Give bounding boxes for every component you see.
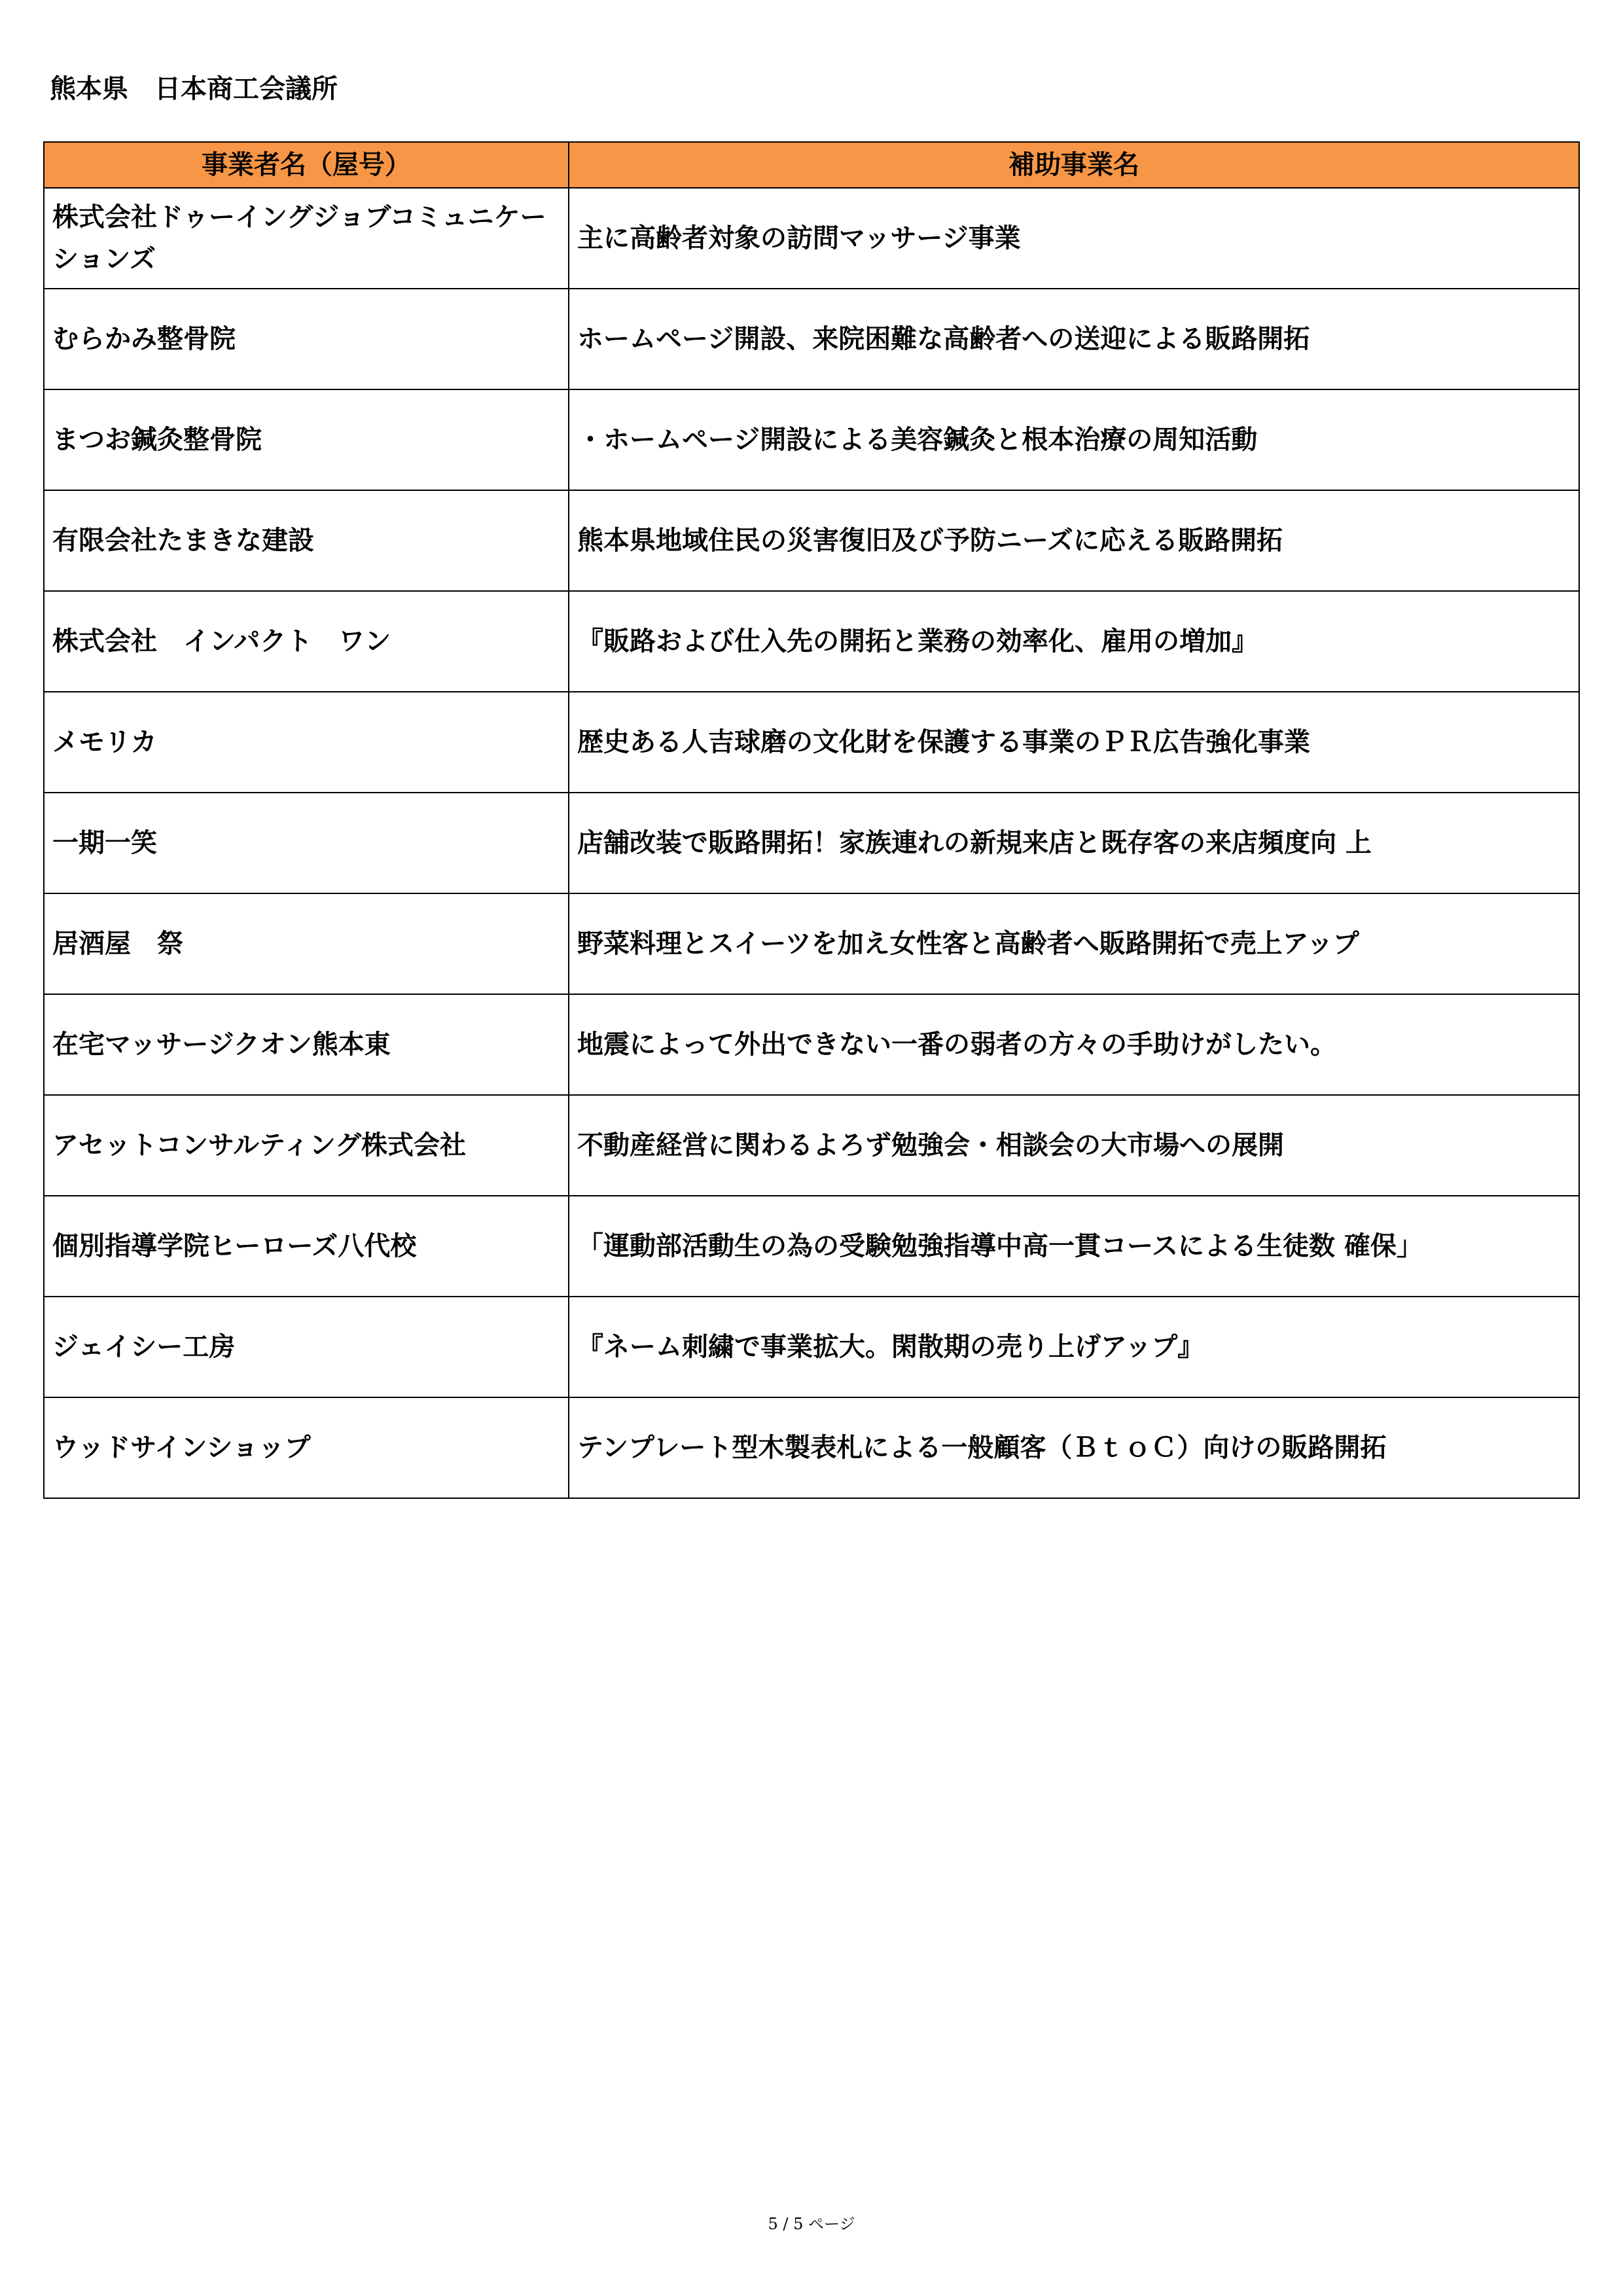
project-name-cell: 地震によって外出できない一番の弱者の方々の手助けがしたい。: [569, 994, 1579, 1095]
project-name-cell: 主に高齢者対象の訪問マッサージ事業: [569, 188, 1579, 289]
table-row: [44, 490, 1579, 591]
table-row: [44, 188, 1579, 289]
table-row: [44, 1196, 1579, 1297]
table-row: [44, 591, 1579, 692]
table-row: [44, 793, 1579, 893]
page-title: 熊本県 日本商工会議所: [50, 74, 338, 104]
table-row: [44, 994, 1579, 1095]
project-name-cell: テンプレート型木製表札による一般顧客（ＢｔｏＣ）向けの販路開拓: [569, 1397, 1579, 1498]
business-name-cell: メモリカ: [44, 692, 569, 793]
column-header-business-name: 事業者名（屋号）: [44, 142, 569, 188]
business-name-cell: むらかみ整骨院: [44, 289, 569, 389]
project-name-cell: 歴史ある人吉球磨の文化財を保護する事業のＰＲ広告強化事業: [569, 692, 1579, 793]
project-name-cell: 不動産経営に関わるよろず勉強会・相談会の大市場への展開: [569, 1095, 1579, 1196]
business-name-cell: 居酒屋 祭: [44, 893, 569, 994]
table-row: [44, 389, 1579, 490]
table-header: [44, 142, 1579, 188]
table-row: [44, 1297, 1579, 1397]
column-header-project-name: 補助事業名: [569, 142, 1579, 188]
page-number: 5 / 5 ページ: [768, 2215, 855, 2233]
table-row: [44, 893, 1579, 994]
business-name-cell: 個別指導学院ヒーローズ八代校: [44, 1196, 569, 1297]
project-name-cell: 野菜料理とスイーツを加え女性客と高齢者へ販路開拓で売上アップ: [569, 893, 1579, 994]
business-name-cell: 株式会社ドゥーイングジョブコミュニケーションズ: [44, 188, 569, 289]
table-row: [44, 1095, 1579, 1196]
business-name-cell: まつお鍼灸整骨院: [44, 389, 569, 490]
project-name-cell: 『ネーム刺繍で事業拡大。閑散期の売り上げアップ』: [569, 1297, 1579, 1397]
table-header-row: [44, 142, 1579, 188]
table-row: [44, 289, 1579, 389]
table-body: [44, 188, 1579, 1498]
subsidy-table-container: [43, 141, 1578, 1499]
business-name-cell: ジェイシー工房: [44, 1297, 569, 1397]
table-row: [44, 1397, 1579, 1498]
project-name-cell: ホームページ開設、来院困難な高齢者への送迎による販路開拓: [569, 289, 1579, 389]
business-name-cell: ウッドサインショップ: [44, 1397, 569, 1498]
business-name-cell: 有限会社たまきな建設: [44, 490, 569, 591]
project-name-cell: ・ホームページ開設による美容鍼灸と根本治療の周知活動: [569, 389, 1579, 490]
table-row: [44, 692, 1579, 793]
project-name-cell: 『販路および仕入先の開拓と業務の効率化、雇用の増加』: [569, 591, 1579, 692]
project-name-cell: 「運動部活動生の為の受験勉強指導中高一貫コースによる生徒数 確保」: [569, 1196, 1579, 1297]
project-name-cell: 店舗改装で販路開拓！家族連れの新規来店と既存客の来店頻度向 上: [569, 793, 1579, 893]
business-name-cell: 在宅マッサージクオン熊本東: [44, 994, 569, 1095]
project-name-cell: 熊本県地域住民の災害復旧及び予防ニーズに応える販路開拓: [569, 490, 1579, 591]
business-name-cell: 株式会社 インパクト ワン: [44, 591, 569, 692]
subsidy-table: [43, 141, 1580, 1499]
business-name-cell: 一期一笑: [44, 793, 569, 893]
business-name-cell: アセットコンサルティング株式会社: [44, 1095, 569, 1196]
